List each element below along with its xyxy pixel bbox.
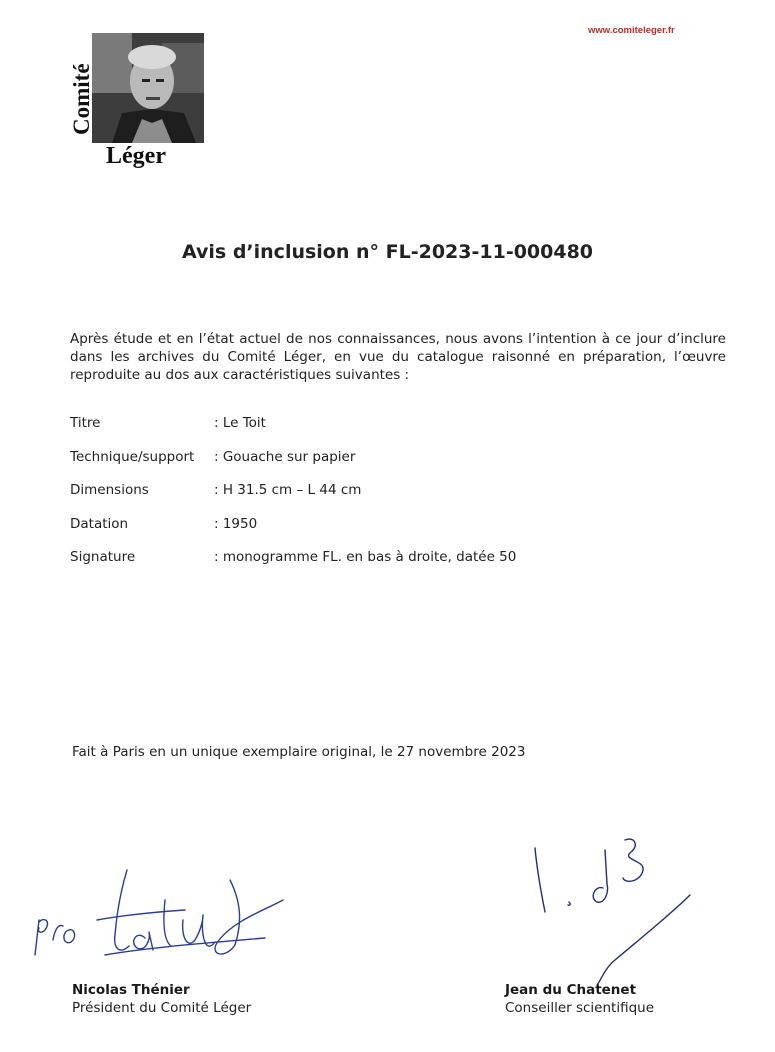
signatory-role: Conseiller scientifique [505, 1000, 655, 1016]
spec-value: : Gouache sur papier [214, 448, 356, 465]
website-url: www.comiteleger.fr [588, 25, 675, 36]
spec-label: Datation [70, 515, 129, 532]
spec-row-signature [70, 549, 730, 583]
signature-left [25, 860, 295, 970]
spec-row-dimensions [70, 482, 730, 516]
portrait-photo [92, 33, 204, 143]
spec-row-date [70, 516, 730, 550]
spec-label: Technique/support [70, 448, 195, 465]
spec-value: : 1950 [214, 515, 258, 532]
artwork-specs [70, 415, 730, 583]
spec-value: : H 31.5 cm – L 44 cm [214, 482, 362, 498]
spec-label: Dimensions [70, 482, 149, 498]
spec-label: Signature [70, 549, 136, 565]
spec-label: Titre [70, 415, 101, 431]
spec-value: : Le Toit [214, 415, 266, 431]
portrait-illustration [92, 33, 204, 143]
signatory-right [505, 982, 654, 1016]
spec-row-technique [70, 449, 730, 483]
signature-right [525, 830, 705, 990]
spec-row-title [70, 415, 730, 449]
signatory-role: Président du Comité Léger [72, 1000, 252, 1016]
signatory-name: Jean du Chatenet [505, 982, 637, 998]
signatory-name: Nicolas Thénier [72, 982, 190, 998]
logo-text-horizontal: Léger [106, 143, 166, 169]
logo-text-vertical: Comité [69, 63, 94, 135]
comite-leger-logo [68, 33, 208, 173]
intro-paragraph: Après étude et en l’état actuel de nos connaissances, nous avons l’intention à ce jour d’inclure dans les archives du Comité Léger, en vue du catalogue raisonné en préparation, l’œuvre reproduite au dos aux caractéristiques suivantes : [70, 331, 726, 383]
document-title: Avis d’inclusion n° FL-2023-11-000480 [181, 241, 594, 263]
spec-value: : monogramme FL. en bas à droite, datée 50 [214, 549, 517, 565]
place-and-date: Fait à Paris en un unique exemplaire original, le 27 novembre 2023 [72, 744, 526, 760]
signatory-left [72, 982, 251, 1016]
